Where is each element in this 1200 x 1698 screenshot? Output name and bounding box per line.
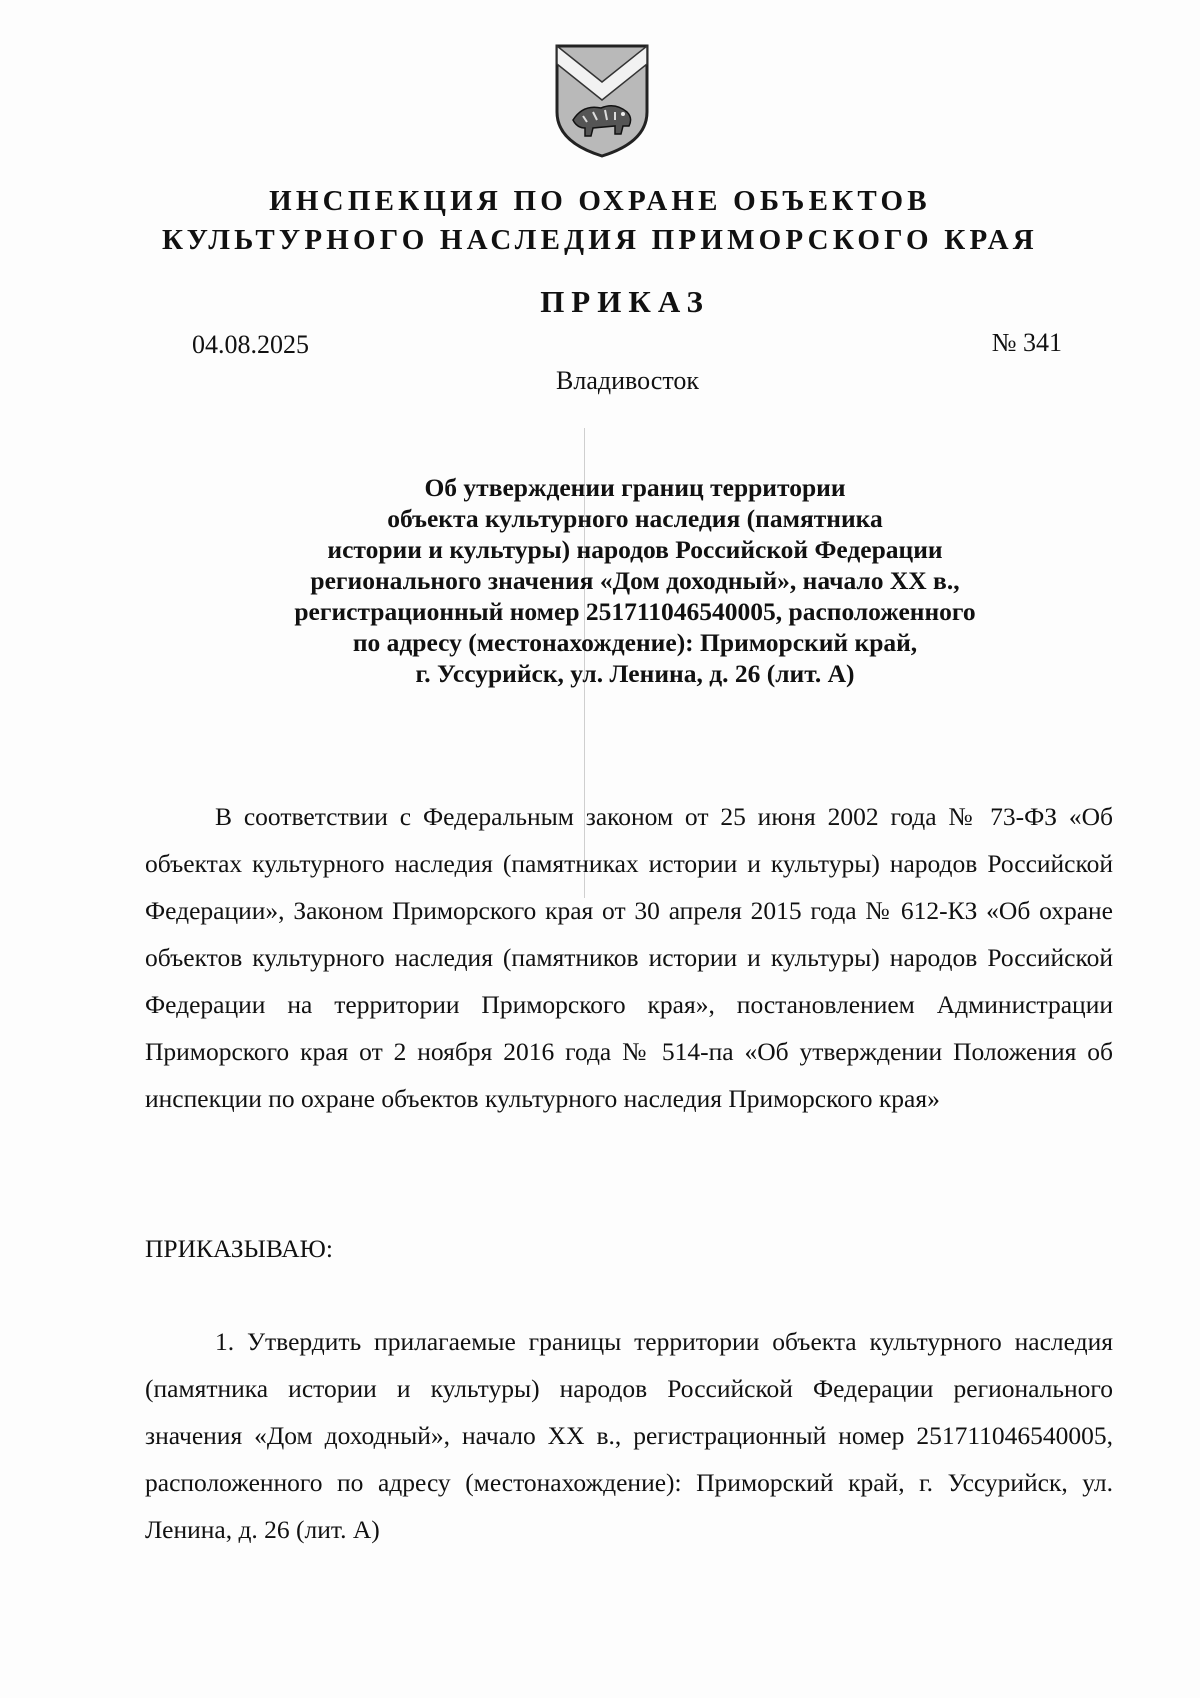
document-title: [200, 472, 1070, 689]
document-city: Владивосток: [556, 366, 699, 395]
title-line: регионального значения «Дом доходный», начало XX в.,: [310, 566, 960, 595]
document-number: № 341: [991, 328, 1062, 357]
preamble-paragraph: В соответствии с Федеральным законом от 25 июня 2002 года № 73-ФЗ «Об объектах культурного наследия (памятниках истории и культуры) народов Российской Федерации», Законом Приморского края от 30 апреля 2015 года № 612-КЗ «Об охране объектов культурного наследия (памятников истории и культуры) народов Российской Федерации на территории Приморского края», постановлением Администрации Приморского края от 2 ноября 2016 года № 514-па «Об утверждении Положения об инспекции по охране объектов культурного наследия Приморского края»: [145, 802, 1113, 1113]
organization-name-line2: КУЛЬТУРНОГО НАСЛЕДИЯ ПРИМОРСКОГО КРАЯ: [162, 224, 1038, 256]
title-line: регистрационный номер 251711046540005, расположенного: [294, 597, 976, 626]
coat-of-arms-icon: [553, 42, 651, 160]
order-item-1: 1. Утвердить прилагаемые границы территории объекта культурного наследия (памятника истории и культуры) народов Российской Федерации регионального значения «Дом доходный», начало XX в., регистрационный номер 251711046540005, расположенного по адресу (местонахождение): Приморский край, г. Уссурийск, ул. Ленина, д. 26 (лит. А): [145, 1327, 1113, 1544]
title-line: истории и культуры) народов Российской Федерации: [327, 535, 943, 564]
title-line: объекта культурного наследия (памятника: [387, 504, 883, 533]
document-date: 04.08.2025: [192, 330, 309, 359]
title-line: по адресу (местонахождение): Приморский край,: [352, 628, 918, 657]
document-type: ПРИКАЗ: [540, 284, 710, 319]
title-line: Об утверждении границ территории: [424, 473, 846, 502]
order-word: ПРИКАЗЫВАЮ:: [145, 1234, 333, 1263]
title-line: г. Уссурийск, ул. Ленина, д. 26 (лит. А): [415, 659, 855, 688]
organization-name-line1: ИНСПЕКЦИЯ ПО ОХРАНЕ ОБЪЕКТОВ: [269, 185, 931, 217]
